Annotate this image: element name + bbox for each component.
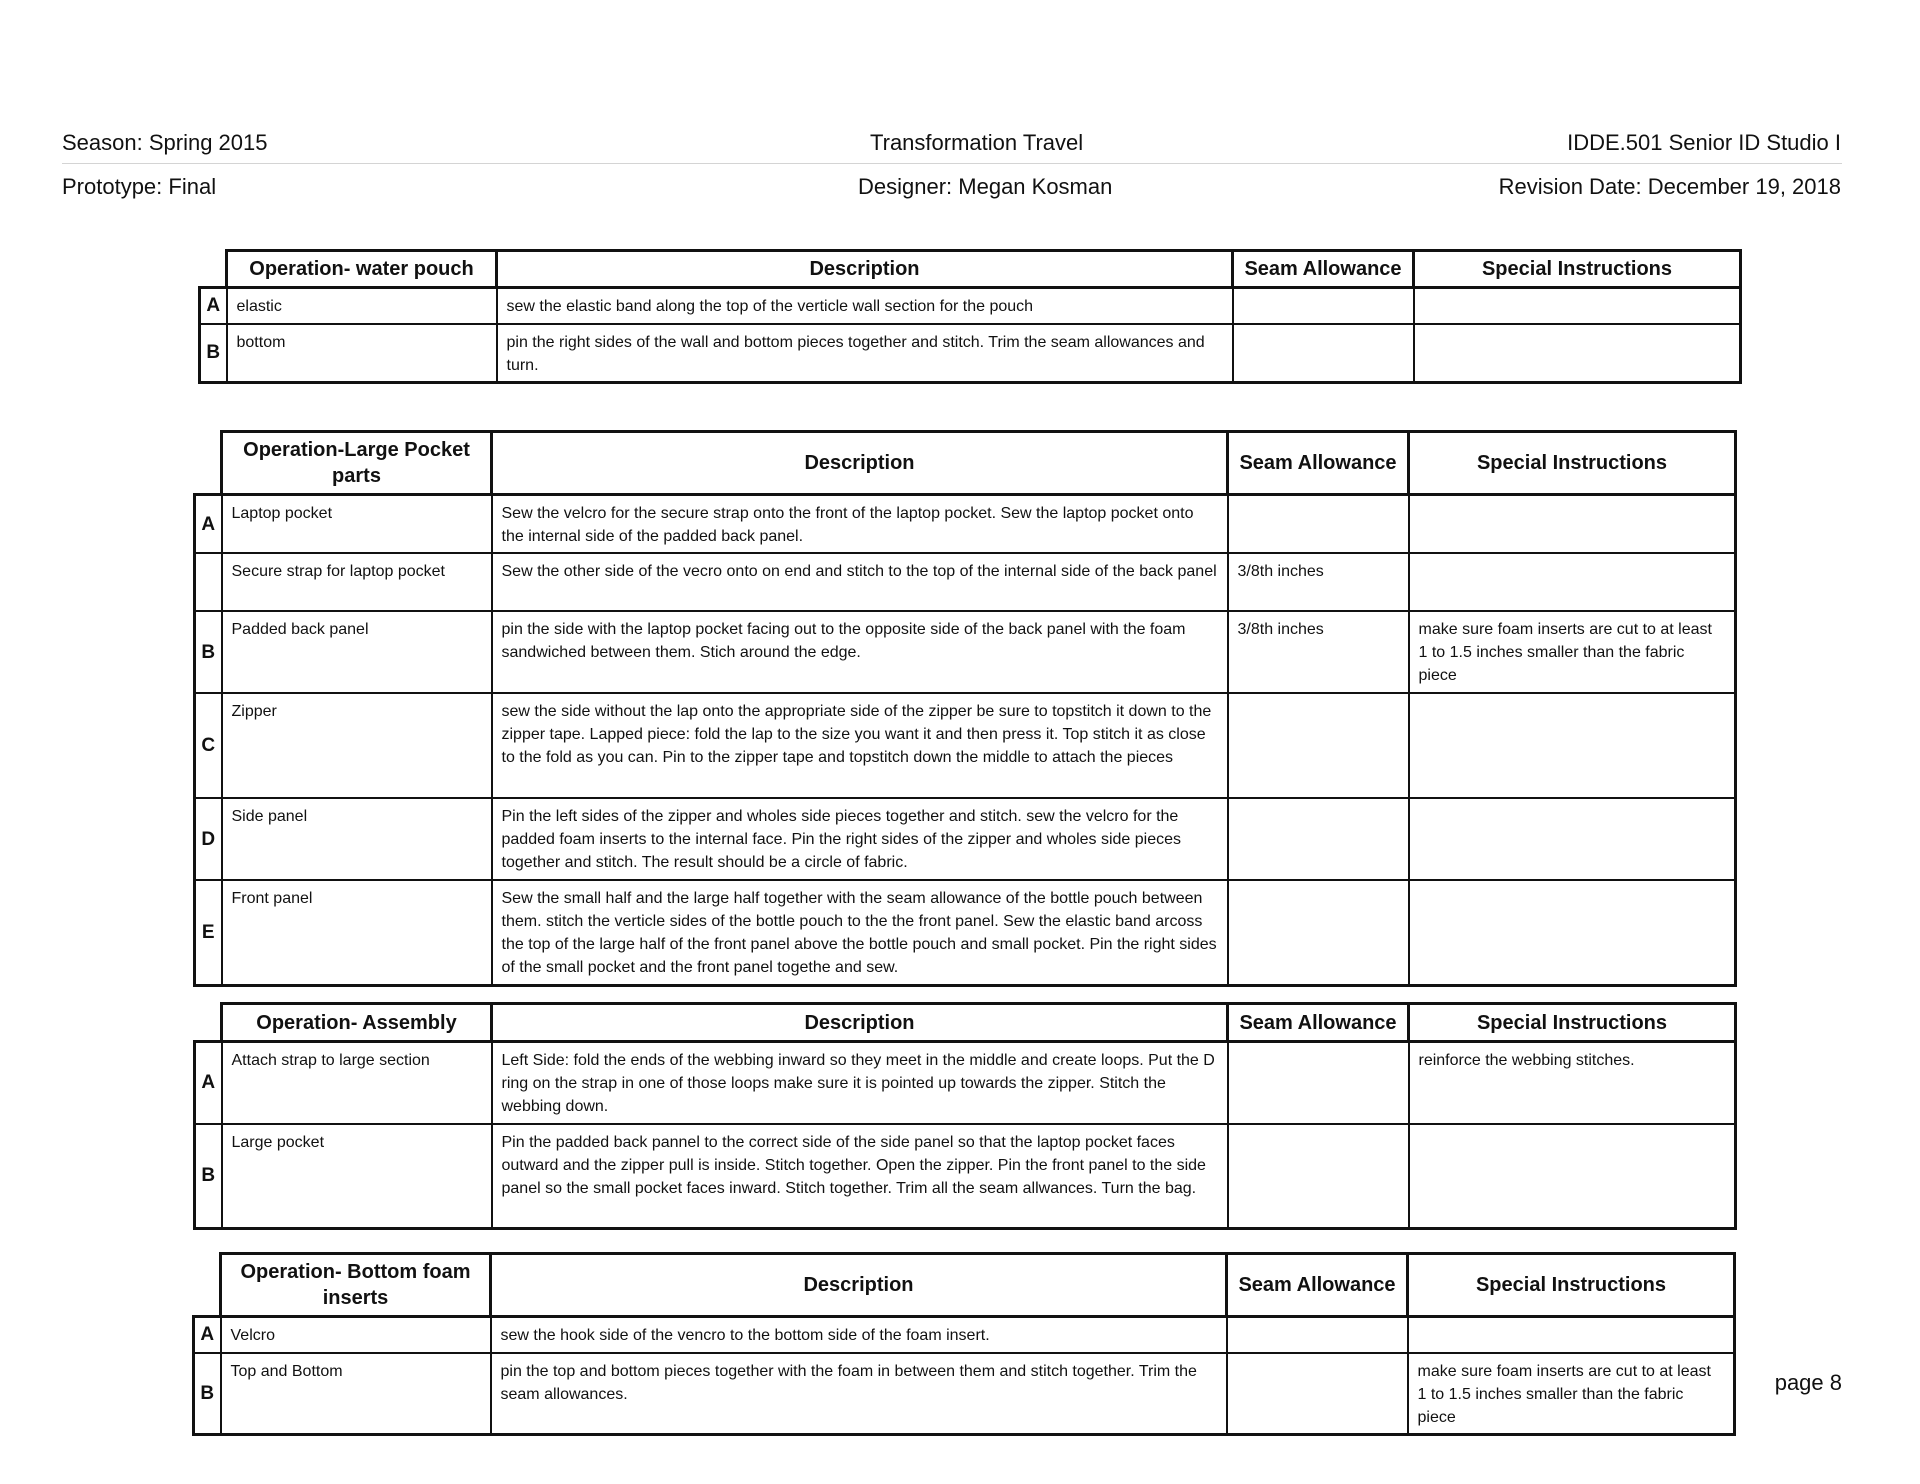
row-letter (195, 553, 222, 611)
row-letter: B (200, 324, 227, 383)
header-divider (62, 163, 1842, 164)
row-letter: E (195, 880, 222, 985)
row-letter: A (195, 1042, 222, 1124)
revision-date-label: Revision Date: December 19, 2018 (1498, 174, 1841, 199)
description-cell: pin the side with the laptop pocket facing out to the opposite side of the back panel with the foam sandwiched between them. Stich around the edge. (492, 611, 1228, 693)
description-cell: sew the hook side of the vencro to the bottom side of the foam insert. (491, 1317, 1227, 1353)
row-letter: C (195, 693, 222, 798)
description-cell: pin the top and bottom pieces together with the foam in between them and stitch together. Trim the seam allowances. (491, 1353, 1227, 1435)
part-cell: Velcro (221, 1317, 491, 1353)
table-row (194, 1353, 1735, 1435)
operation-header: Operation- water pouch (227, 251, 497, 288)
special-cell: make sure foam inserts are cut to at least 1 to 1.5 inches smaller than the fabric piece (1409, 611, 1736, 693)
special-cell (1414, 324, 1741, 383)
table-row (195, 1042, 1736, 1124)
corner-cell (195, 1004, 222, 1042)
special-cell (1409, 693, 1736, 798)
operation-table-water-pouch (198, 249, 1742, 384)
operation-header: Operation-Large Pocket parts (222, 432, 492, 495)
designer-label: Designer: Megan Kosman (858, 174, 1113, 199)
special-instructions-header: Special Instructions (1408, 1254, 1735, 1317)
table-row (195, 553, 1736, 611)
description-cell: Sew the other side of the vecro onto on end and stitch to the top of the internal side of the back panel (492, 553, 1228, 611)
seam-cell (1227, 1317, 1408, 1353)
operation-header: Operation- Assembly (222, 1004, 492, 1042)
special-cell (1414, 288, 1741, 324)
operation-header: Operation- Bottom foam inserts (221, 1254, 491, 1317)
table-row (195, 693, 1736, 798)
description-cell: sew the elastic band along the top of the verticle wall section for the pouch (497, 288, 1233, 324)
seam-allowance-header: Seam Allowance (1233, 251, 1414, 288)
seam-cell (1228, 1124, 1409, 1229)
special-instructions-header: Special Instructions (1409, 1004, 1736, 1042)
description-cell: sew the side without the lap onto the appropriate side of the zipper be sure to topstitch it down to the zipper tape. Lapped piece: fold the lap to the size you want it and then press it. Top stitch it as close to the fold as you can. Pin to the zipper tape and topstitch down the middle to attach the pieces (492, 693, 1228, 798)
special-instructions-header: Special Instructions (1414, 251, 1741, 288)
table-row (195, 611, 1736, 693)
special-cell: reinforce the webbing stitches. (1409, 1042, 1736, 1124)
table-row (200, 324, 1741, 383)
part-cell: elastic (227, 288, 497, 324)
corner-cell (195, 432, 222, 495)
part-cell: Padded back panel (222, 611, 492, 693)
operation-table-bottom-foam (192, 1252, 1736, 1436)
table-row (194, 1317, 1735, 1353)
part-cell: Attach strap to large section (222, 1042, 492, 1124)
part-cell: Laptop pocket (222, 495, 492, 554)
row-letter: A (200, 288, 227, 324)
special-cell: make sure foam inserts are cut to at least 1 to 1.5 inches smaller than the fabric piece (1408, 1353, 1735, 1435)
special-instructions-header: Special Instructions (1409, 432, 1736, 495)
table-row (195, 495, 1736, 554)
description-cell: Sew the small half and the large half together with the seam allowance of the bottle pouch between them. stitch the verticle sides of the bottle pouch to the the front panel. Sew the elastic band arcoss the top of the large half of the front panel above the bottle pouch and small pocket. Pin the right sides of the small pocket and the front panel togethe and sew. (492, 880, 1228, 985)
special-cell (1409, 880, 1736, 985)
seam-cell: 3/8th inches (1228, 553, 1409, 611)
seam-cell (1228, 798, 1409, 880)
description-header: Description (492, 432, 1228, 495)
special-cell (1409, 495, 1736, 554)
seam-cell (1228, 880, 1409, 985)
description-header: Description (492, 1004, 1228, 1042)
table-row (195, 798, 1736, 880)
corner-cell (194, 1254, 221, 1317)
table-row (195, 880, 1736, 985)
seam-allowance-header: Seam Allowance (1228, 1004, 1409, 1042)
seam-cell: 3/8th inches (1228, 611, 1409, 693)
table-row (200, 288, 1741, 324)
part-cell: Large pocket (222, 1124, 492, 1229)
season-label: Season: Spring 2015 (62, 130, 268, 155)
special-cell (1408, 1317, 1735, 1353)
corner-cell (200, 251, 227, 288)
operation-table-large-pocket (193, 430, 1737, 987)
description-cell: pin the right sides of the wall and bottom pieces together and stitch. Trim the seam allowances and turn. (497, 324, 1233, 383)
seam-cell (1227, 1353, 1408, 1435)
part-cell: Zipper (222, 693, 492, 798)
row-letter: B (195, 611, 222, 693)
page-number: page 8 (1774, 1370, 1842, 1395)
row-letter: D (195, 798, 222, 880)
course-label: IDDE.501 Senior ID Studio I (1567, 130, 1841, 155)
part-cell: bottom (227, 324, 497, 383)
special-cell (1409, 798, 1736, 880)
seam-allowance-header: Seam Allowance (1228, 432, 1409, 495)
seam-cell (1233, 324, 1414, 383)
row-letter: B (194, 1353, 221, 1435)
part-cell: Top and Bottom (221, 1353, 491, 1435)
seam-cell (1228, 495, 1409, 554)
table-row (195, 1124, 1736, 1229)
description-header: Description (497, 251, 1233, 288)
special-cell (1409, 553, 1736, 611)
seam-allowance-header: Seam Allowance (1227, 1254, 1408, 1317)
prototype-label: Prototype: Final (62, 174, 217, 199)
seam-cell (1233, 288, 1414, 324)
description-cell: Sew the velcro for the secure strap onto the front of the laptop pocket. Sew the laptop pocket onto the internal side of the padded back panel. (492, 495, 1228, 554)
seam-cell (1228, 693, 1409, 798)
part-cell: Front panel (222, 880, 492, 985)
part-cell: Side panel (222, 798, 492, 880)
seam-cell (1228, 1042, 1409, 1124)
row-letter: B (195, 1124, 222, 1229)
part-cell: Secure strap for laptop pocket (222, 553, 492, 611)
description-cell: Left Side: fold the ends of the webbing inward so they meet in the middle and create loops. Put the D ring on the strap in one of those loops make sure it is pointed up towards the zipper. Stitch the webbing down. (492, 1042, 1228, 1124)
row-letter: A (194, 1317, 221, 1353)
description-cell: Pin the padded back pannel to the correct side of the side panel so that the laptop pocket faces outward and the zipper pull is inside. Stitch together. Open the zipper. Pin the front panel to the side panel so the small pocket faces inward. Stitch together. Trim all the seam allwances. Turn the bag. (492, 1124, 1228, 1229)
special-cell (1409, 1124, 1736, 1229)
document-title: Transformation Travel (870, 130, 1084, 155)
description-cell: Pin the left sides of the zipper and wholes side pieces together and stitch. sew the velcro for the padded foam inserts to the internal face. Pin the right sides of the zipper and wholes side pieces together and stitch. The result should be a circle of fabric. (492, 798, 1228, 880)
operation-table-assembly (193, 1002, 1737, 1230)
description-header: Description (491, 1254, 1227, 1317)
row-letter: A (195, 495, 222, 554)
